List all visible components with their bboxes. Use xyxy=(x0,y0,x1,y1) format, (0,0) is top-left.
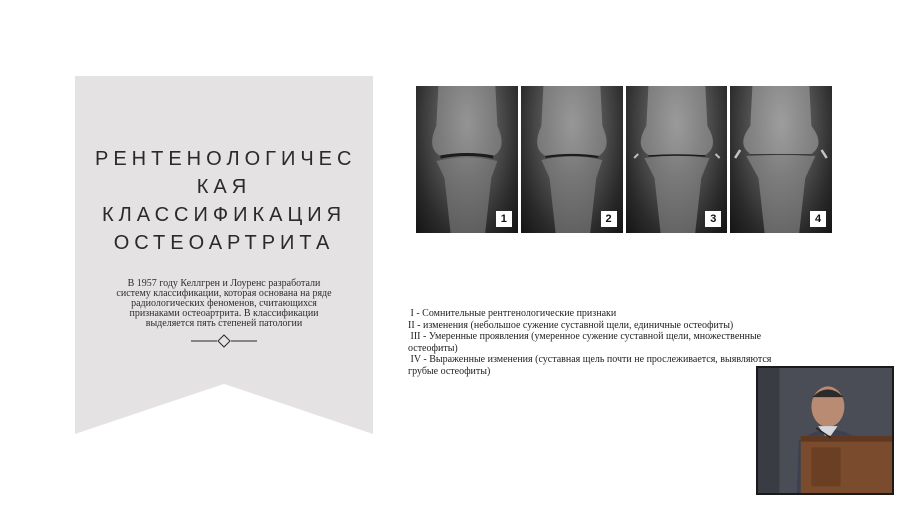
xray-image-grade-2 xyxy=(521,86,623,233)
xray-image-grade-4 xyxy=(730,86,832,233)
xray-image-grade-1 xyxy=(416,86,518,233)
slide-title xyxy=(95,145,357,257)
slide-title-line: КЛАССИФИКАЦИЯ xyxy=(101,204,347,226)
description-line: выделяется пять степеней патологии xyxy=(145,318,303,329)
legend-line: II - изменения (небольшое сужение суставной щели, единичные остеофиты) xyxy=(408,319,734,331)
xray-image-strip xyxy=(416,86,832,233)
slide-description xyxy=(105,279,343,329)
description-line: В 1957 году Келлгрен и Лоуренс разработали xyxy=(127,278,321,289)
legend-line: грубые остеофиты) xyxy=(408,365,491,377)
slide-title-line: КАЯ xyxy=(196,176,252,198)
speaker-video-feed xyxy=(756,366,894,495)
legend-line: I - Сомнительные рентгенологические признаки xyxy=(408,308,617,319)
diamond-divider-icon xyxy=(191,334,257,348)
grade-label: 3 xyxy=(705,211,721,227)
slide-title-line: ОСТЕОАРТРИТА xyxy=(113,232,335,254)
legend-line: остеофиты) xyxy=(408,342,458,354)
legend-line: III - Умеренные проявления (умеренное сужение суставной щели, множественные xyxy=(408,331,762,342)
grade-label: 4 xyxy=(810,211,826,227)
xray-image-grade-3 xyxy=(626,86,728,233)
legend-line: IV - Выраженные изменения (суставная щель почти не прослеживается, выявляются xyxy=(408,354,772,365)
grade-label: 2 xyxy=(601,211,617,227)
description-line: радиологических феноменов, считающихся xyxy=(131,298,317,309)
description-line: систему классификации, которая основана на ряде xyxy=(116,288,332,299)
description-line: признаками остеоартрита. В классификации xyxy=(129,308,319,319)
slide-title-line: РЕНТЕНОЛОГИЧЕС xyxy=(95,148,357,170)
grade-label: 1 xyxy=(496,211,512,227)
